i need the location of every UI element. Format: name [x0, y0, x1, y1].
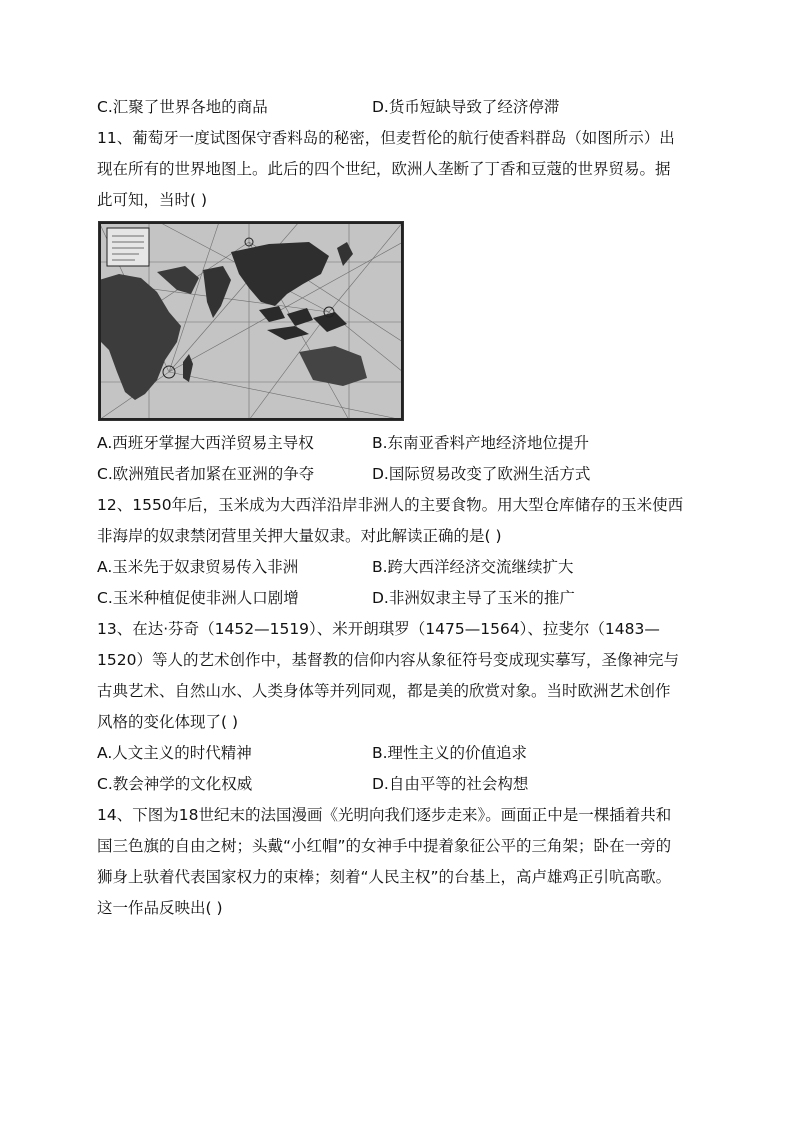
q10-options-cd: [97, 97, 697, 119]
q14-stem-line-2: 国三色旗的自由之树；头戴“小红帽”的女神手中提着象征公平的三角架；卧在一旁的: [97, 837, 672, 855]
q12-option-d: D.非洲奴隶主导了玉米的推广: [372, 589, 575, 607]
q12-stem-line-2: 非海岸的奴隶禁闭营里关押大量奴隶。对此解读正确的是( ): [97, 527, 502, 545]
q11-stem-line-1: 11、葡萄牙一度试图保守香料岛的秘密，但麦哲伦的航行使香料群岛（如图所示）出: [97, 129, 675, 147]
q14-stem-line-3: 狮身上驮着代表国家权力的束棒；刻着“人民主权”的台基上，高卢雄鸡正引吭高歌。: [97, 868, 672, 886]
q13-option-d: D.自由平等的社会构想: [372, 775, 529, 793]
q12-stem-line-1: 12、1550年后，玉米成为大西洋沿岸非洲人的主要食物。用大型仓库储存的玉米使西: [97, 496, 684, 514]
q10-option-c: C.汇聚了世界各地的商品: [97, 98, 268, 116]
q13-option-a: A.人文主义的时代精神: [97, 744, 252, 762]
q12-option-b: B.跨大西洋经济交流继续扩大: [372, 558, 574, 576]
q11-option-a: A.西班牙掌握大西洋贸易主导权: [97, 434, 314, 452]
q11-stem-line-2: 现在所有的世界地图上。此后的四个世纪，欧洲人垄断了丁香和豆蔻的世界贸易。据: [97, 160, 671, 178]
q11-options-cd: [97, 464, 697, 486]
q13-stem-line-2: 1520）等人的艺术创作中，基督教的信仰内容从象征符号变成现实摹写，圣像神完与: [97, 651, 679, 669]
q12-option-a: A.玉米先于奴隶贸易传入非洲: [97, 558, 299, 576]
q11-options-ab: [97, 433, 697, 455]
q11-stem-line-3: 此可知，当时( ): [97, 191, 208, 209]
q13-stem-line-3: 古典艺术、自然山水、人类身体等并列同观，都是美的欣赏对象。当时欧洲艺术创作: [97, 682, 671, 700]
q10-option-d: D.货币短缺导致了经济停滞: [372, 98, 560, 116]
q13-option-c: C.教会神学的文化权威: [97, 775, 253, 793]
q13-stem-line-1: 13、在达·芬奇（1452—1519）、米开朗琪罗（1475—1564）、拉斐尔（1483—: [97, 620, 660, 638]
q11-option-b: B.东南亚香料产地经济地位提升: [372, 434, 590, 452]
q12-option-c: C.玉米种植促使非洲人口剧增: [97, 589, 299, 607]
q13-stem-line-4: 风格的变化体现了( ): [97, 713, 239, 731]
q11-option-c: C.欧洲殖民者加紧在亚洲的争夺: [97, 465, 315, 483]
q13-option-b: B.理性主义的价值追求: [372, 744, 528, 762]
spice-islands-map: [98, 221, 404, 421]
q12-options-ab: [97, 557, 697, 579]
q13-options-cd: [97, 774, 697, 796]
q13-options-ab: [97, 743, 697, 765]
spice-islands-map-icon: [99, 222, 403, 420]
q11-option-d: D.国际贸易改变了欧洲生活方式: [372, 465, 591, 483]
q14-stem-line-4: 这一作品反映出( ): [97, 899, 223, 917]
q12-options-cd: [97, 588, 697, 610]
q14-stem-line-1: 14、下图为18世纪末的法国漫画《光明向我们逐步走来》。画面正中是一棵插着共和: [97, 806, 672, 824]
